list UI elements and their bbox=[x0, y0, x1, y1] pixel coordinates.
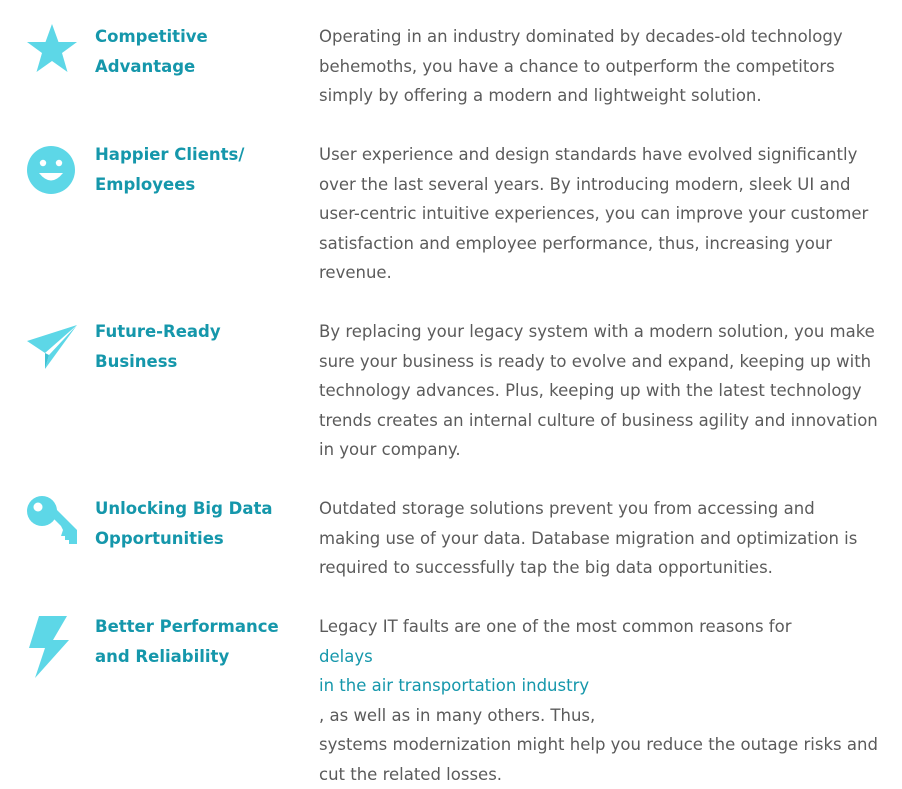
feature-title: Future-Ready Business bbox=[95, 322, 221, 371]
smiley-icon bbox=[25, 146, 79, 210]
feature-title: Better Performance and Reliability bbox=[95, 617, 279, 666]
feature-title: Happier Clients/ Employees bbox=[95, 145, 245, 194]
feature-description: By replacing your legacy system with a modern solution, you make sure your business is ready to evolve and expand, keeping up with technology advances. Plus, keeping up with the latest technology trends creates an internal culture of business agility and innovation in your company. bbox=[319, 322, 878, 459]
feature-title: Unlocking Big Data Opportunities bbox=[95, 499, 273, 548]
air-transportation-link[interactable]: in the air transportation industry bbox=[319, 676, 590, 695]
lightning-bolt-icon bbox=[25, 614, 79, 678]
feature-description: User experience and design standards have evolved significantly over the last several years. By introducing modern, sleek UI and user-centric intuitive experiences, you can improve your customer satisfaction and employee performance, thus, increasing your revenue. bbox=[319, 145, 869, 282]
paper-plane-icon bbox=[25, 323, 79, 387]
feature-description: Operating in an industry dominated by decades-old technology behemoths, you have a chance to outperform the competitors simply by offering a modern and lightweight solution. bbox=[319, 27, 843, 105]
feature-description: Legacy IT faults are one of the most common reasons for delays in the air transportation industry , as well as in many others. Thus, systems modernization might help you reduce the outage risks and cut the related losses. bbox=[319, 617, 878, 784]
key-icon bbox=[25, 494, 79, 558]
feature-title: Competitive Advantage bbox=[95, 27, 208, 76]
delays-link[interactable]: delays bbox=[319, 646, 373, 666]
feature-description: Outdated storage solutions prevent you from accessing and making use of your data. Database migration and optimization is required to successfully tap the big data opportunities. bbox=[319, 499, 858, 577]
star-icon bbox=[25, 22, 79, 86]
